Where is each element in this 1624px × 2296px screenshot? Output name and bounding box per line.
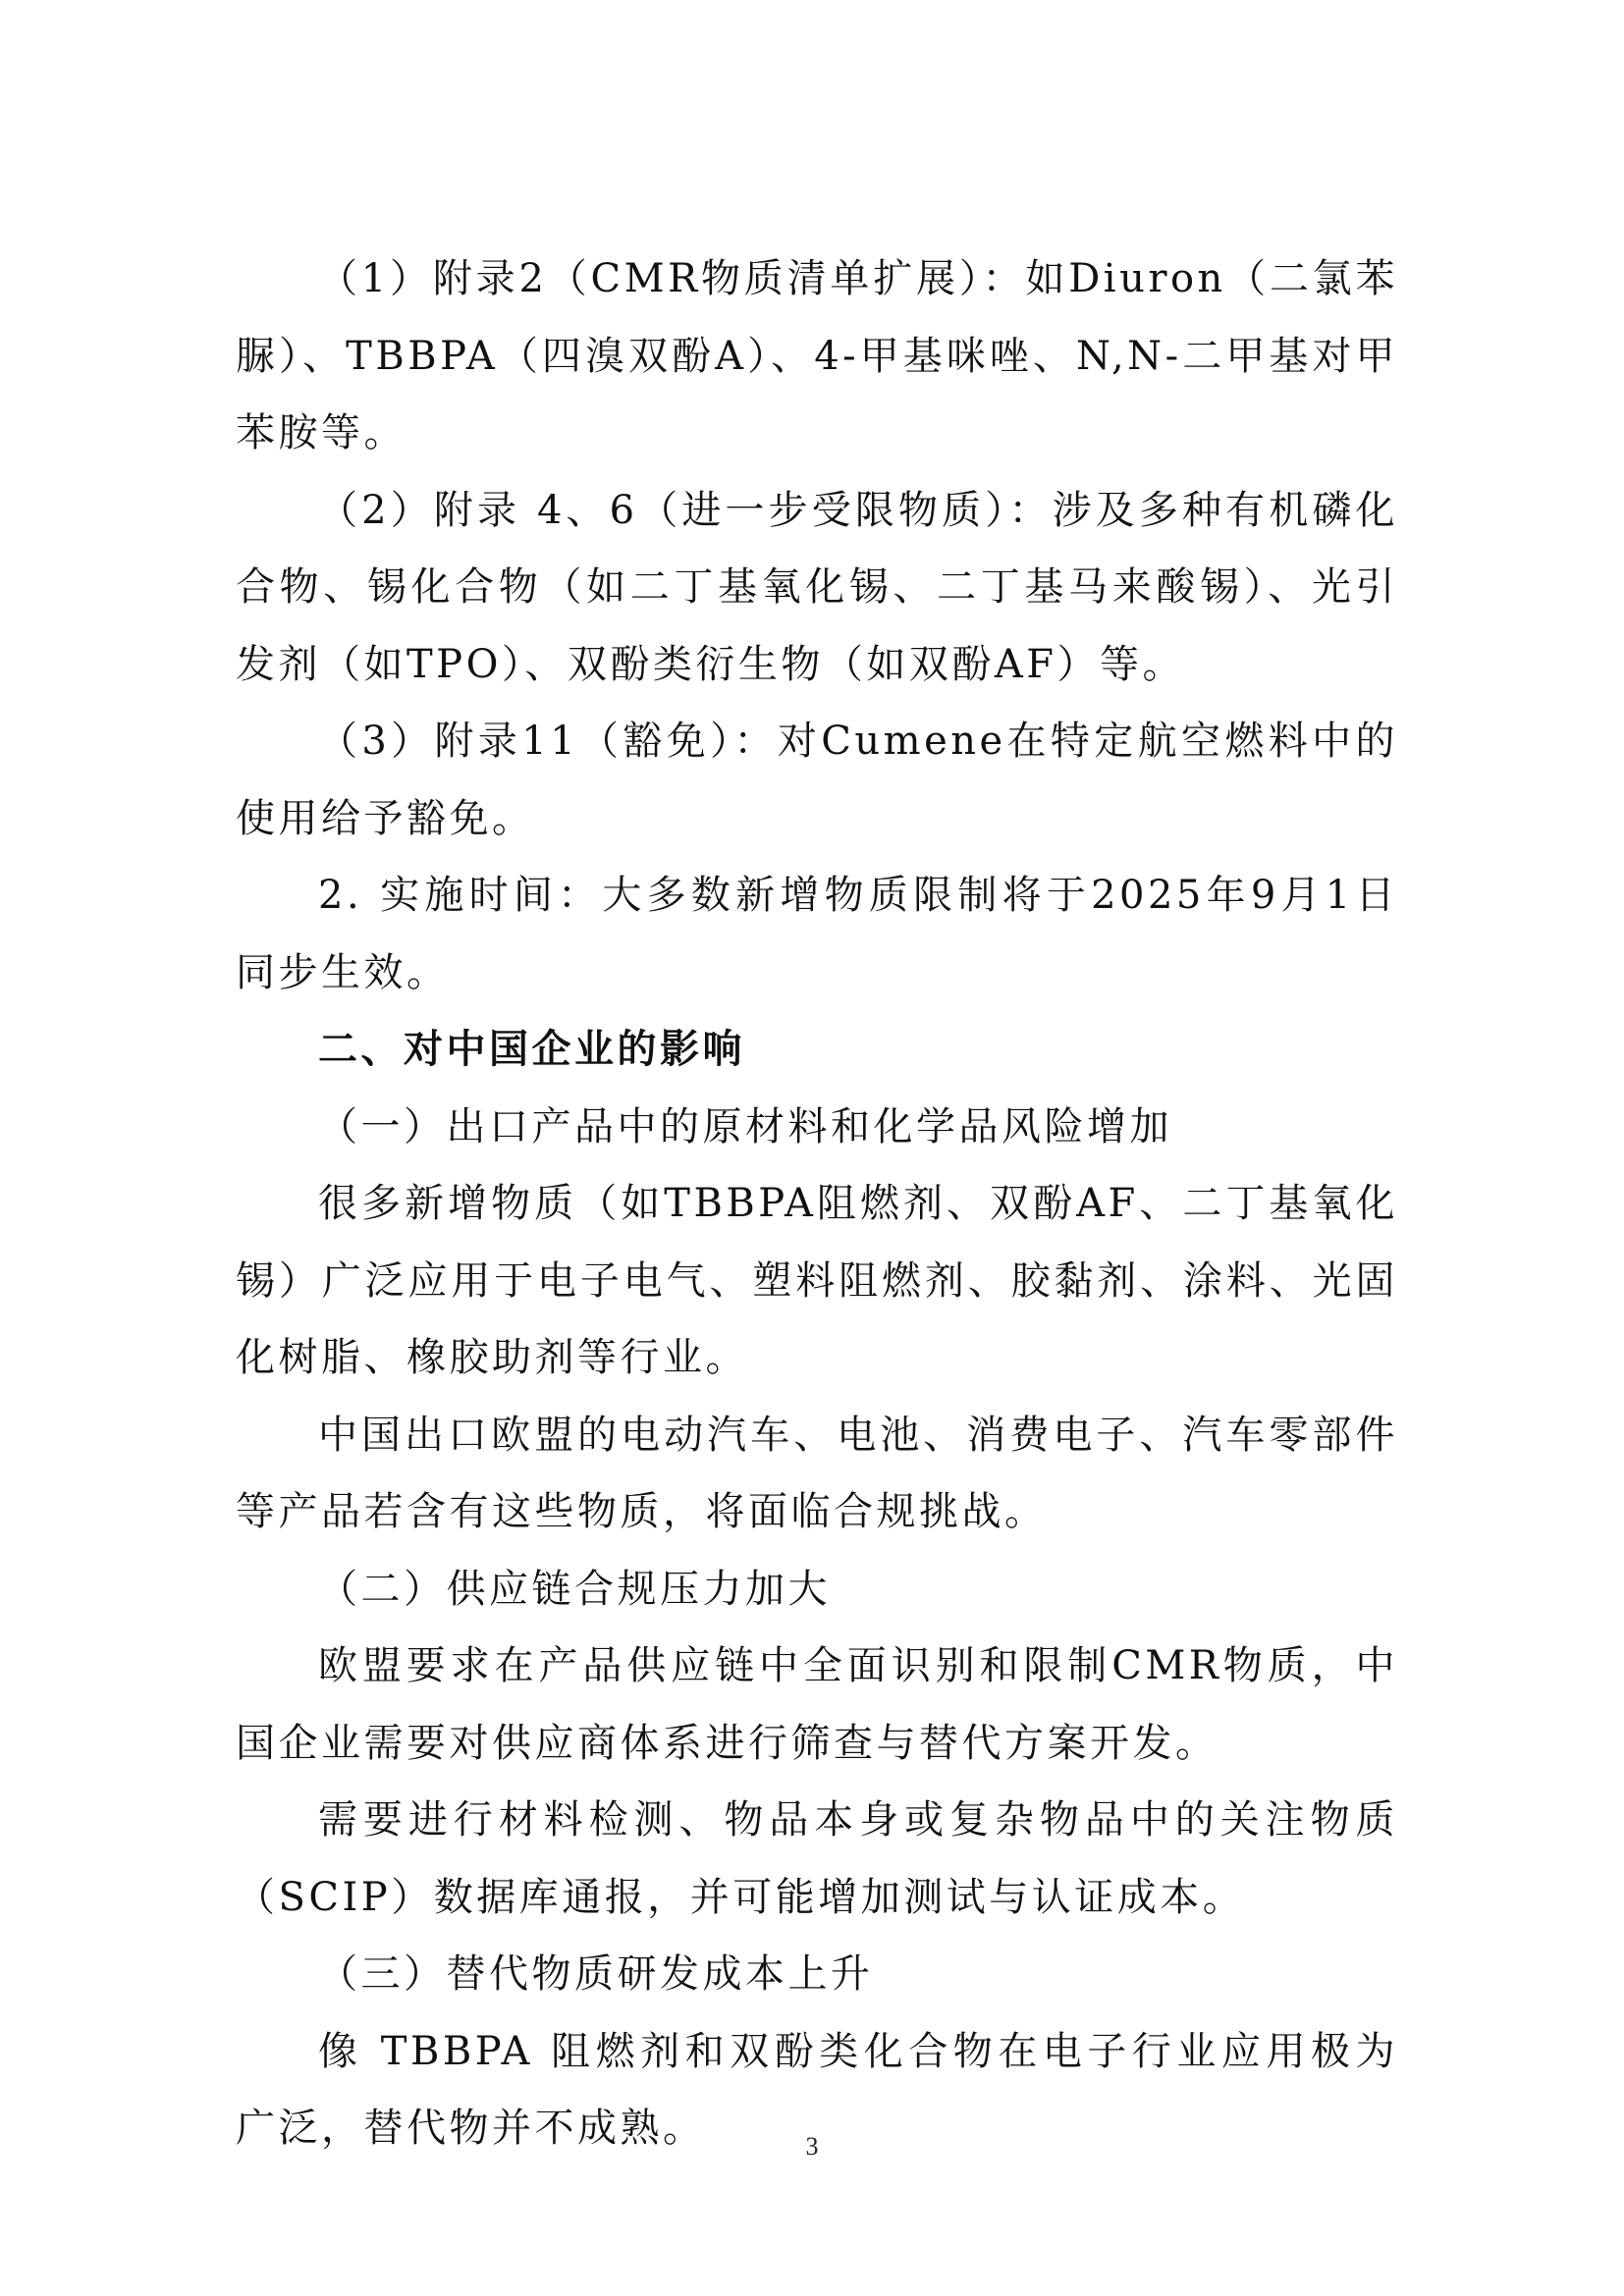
paragraph-scip-notification: 需要进行材料检测、物品本身或复杂物品中的关注物质（SCIP）数据库通报，并可能增加测试与认证成本。 <box>236 1797 1398 1920</box>
subheading-supply-chain: （二）供应链合规压力加大 <box>318 1566 831 1612</box>
paragraph-implementation-date: 2. 实施时间：大多数新增物质限制将于2025年9月1日同步生效。 <box>236 873 1398 995</box>
paragraph-export-products: 中国出口欧盟的电动汽车、电池、消费电子、汽车零部件等产品若含有这些物质，将面临合规挑战。 <box>236 1412 1398 1534</box>
section-heading-impact: 二、对中国企业的影响 <box>318 1027 745 1072</box>
subheading-raw-material-risk: （一）出口产品中的原材料和化学品风险增加 <box>318 1103 1172 1149</box>
page-number: 3 <box>805 2132 819 2161</box>
paragraph-new-substances: 很多新增物质（如TBBPA阻燃剂、双酚AF、二丁基氧化锡）广泛应用于电子电气、塑料阻燃剂、胶黏剂、涂料、光固化树脂、橡胶助剂等行业。 <box>236 1181 1398 1380</box>
paragraph-annex-11: （3）附录11（豁免）：对Cumene在特定航空燃料中的使用给予豁免。 <box>236 719 1398 841</box>
page-body <box>236 240 1398 2167</box>
paragraph-tbbpa-substitutes: 像 TBBPA 阻燃剂和双酚类化合物在电子行业应用极为广泛，替代物并不成熟。 <box>236 2028 1398 2151</box>
subheading-rd-cost: （三）替代物质研发成本上升 <box>318 1951 874 1997</box>
paragraph-annex-2: （1）附录2（CMR物质清单扩展）：如Diuron（二氯苯脲）、TBBPA（四溴双酚A）、4-甲基咪唑、N,N-二甲基对甲苯胺等。 <box>236 256 1398 455</box>
paragraph-eu-requirements: 欧盟要求在产品供应链中全面识别和限制CMR物质，中国企业需要对供应商体系进行筛查与替代方案开发。 <box>236 1643 1398 1766</box>
paragraph-annex-4-6: （2）附录 4、6（进一步受限物质）：涉及多种有机磷化合物、锡化合物（如二丁基氧化锡、二丁基马来酸锡）、光引发剂（如TPO）、双酚类衍生物（如双酚AF）等。 <box>236 487 1398 687</box>
